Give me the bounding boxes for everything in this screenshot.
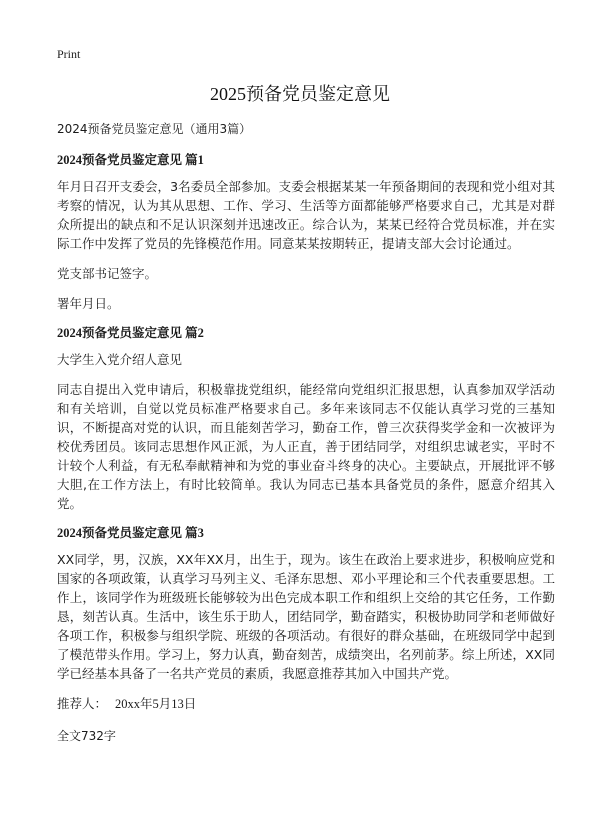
section-2 <box>57 324 555 513</box>
document-subtitle: 2024预备党员鉴定意见（通用3篇） <box>57 122 252 136</box>
section-heading: 2024预备党员鉴定意见 篇3 <box>57 526 204 540</box>
section-paragraph: 年月日召开支委会，3名委员全部参加。支委会根据某某一年预备期间的表现和党小组对其考察的情况，认为其从思想、工作、学习、生活等方面都能够严格要求自己，尤其是对群众所提出的缺点和不足认识深刻并迅速改正。综合认为，某某已经符合党员标准，并在实际工作中发挥了党员的先锋模范作用。同意某某按期转正，提请支部大会讨论通过。 <box>57 179 555 251</box>
section-paragraph: XX同学，男，汉族，XX年XX月，出生于，现为。该生在政治上要求进步，积极响应党和国家的各项政策，认真学习马列主义、毛泽东思想、邓小平理论和三个代表重要思想。工作上，该同学作为班级班长能够较为出色完成本职工作和组织上交给的其它任务，工作勤恳，刻苦认真。生活中，该生乐于助人，团结同学，勤奋踏实，积极协助同学和老师做好各项工作，积极参与组织学院、班级的各项活动。有很好的群众基础，在班级同学中起到了模范带头作用。学习上，努力认真，勤奋刻苦，成绩突出，名列前茅。综上所述，XX同学已经基本具备了一名共产党员的素质，我愿意推荐其加入中国共产党。 <box>57 552 555 681</box>
total-char-count: 全文732字 <box>57 729 116 743</box>
recommender-date: 20xx年5月13日 <box>115 697 197 711</box>
section-3 <box>57 524 555 683</box>
document-body <box>57 120 555 745</box>
recommender-label: 推荐人： <box>57 696 108 711</box>
print-link[interactable]: Print <box>57 47 81 61</box>
section-heading: 2024预备党员鉴定意见 篇2 <box>57 326 204 340</box>
date-line: 署年月日。 <box>57 296 120 311</box>
signature-line: 党支部书记签字。 <box>57 266 158 281</box>
section-1 <box>57 151 555 313</box>
section-paragraph: 大学生入党介绍人意见 <box>57 352 183 367</box>
page-title: 2025预备党员鉴定意见 <box>210 84 390 104</box>
section-heading: 2024预备党员鉴定意见 篇1 <box>57 153 204 167</box>
section-paragraph: 同志自提出入党申请后，积极靠拢党组织，能经常向党组织汇报思想，认真参加双学活动和有关培训，自觉以党员标准严格要求自己。多年来该同志不仅能认真学习党的三基知识，不断提高对党的认识，而且能刻苦学习，勤奋工作，曾三次获得奖学金和一次被评为校优秀团员。该同志思想作风正派，为人正直，善于团结同学，对组织忠诚老实，平时不计较个人利益，有无私奉献精神和为党的事业奋斗终身的决心。主要缺点，开展批评不够大胆,在工作方法上，有时比较简单。我认为同志已基本具备党员的条件，愿意介绍其入党。 <box>57 382 555 511</box>
recommender-line <box>57 694 555 714</box>
